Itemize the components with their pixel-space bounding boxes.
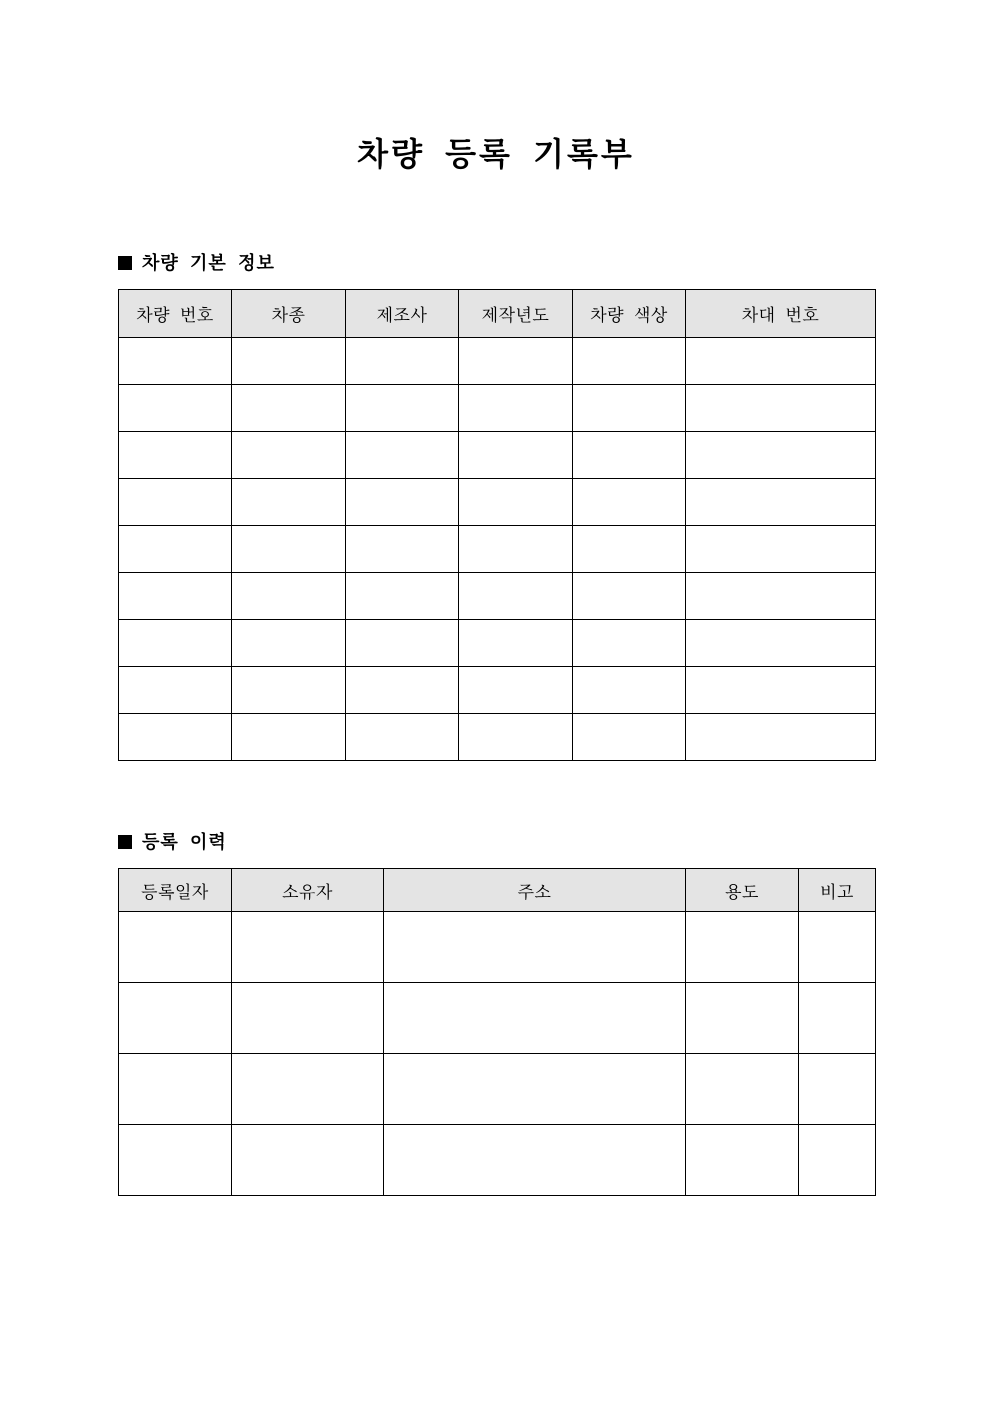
table-cell[interactable] <box>459 667 573 714</box>
table-cell[interactable] <box>232 1125 384 1196</box>
table-cell[interactable] <box>573 620 686 667</box>
table-row <box>119 526 876 573</box>
table-cell[interactable] <box>346 573 459 620</box>
table-cell[interactable] <box>119 338 232 385</box>
table-cell[interactable] <box>119 573 232 620</box>
table-cell[interactable] <box>119 479 232 526</box>
table-cell[interactable] <box>346 667 459 714</box>
table-cell[interactable] <box>686 667 876 714</box>
table-cell[interactable] <box>232 338 346 385</box>
table-cell[interactable] <box>384 912 686 983</box>
table-cell[interactable] <box>573 573 686 620</box>
table-cell[interactable] <box>573 338 686 385</box>
table-cell[interactable] <box>232 1054 384 1125</box>
table-cell[interactable] <box>346 526 459 573</box>
table-cell[interactable] <box>573 479 686 526</box>
table-row <box>119 1125 876 1196</box>
black-square-icon <box>118 835 132 849</box>
table-cell[interactable] <box>799 983 876 1054</box>
table-cell[interactable] <box>573 432 686 479</box>
table-cell[interactable] <box>686 338 876 385</box>
column-header-chassis-number: 차대 번호 <box>686 290 876 338</box>
table-cell[interactable] <box>573 385 686 432</box>
table-cell[interactable] <box>346 338 459 385</box>
table-row <box>119 573 876 620</box>
table-cell[interactable] <box>232 983 384 1054</box>
column-header-owner: 소유자 <box>232 869 384 912</box>
table-header-row <box>119 869 876 912</box>
table-cell[interactable] <box>686 620 876 667</box>
table-cell[interactable] <box>459 338 573 385</box>
table-cell[interactable] <box>686 526 876 573</box>
table-cell[interactable] <box>459 573 573 620</box>
table-cell[interactable] <box>232 714 346 761</box>
column-header-usage: 용도 <box>686 869 799 912</box>
section-heading-label: 등록 이력 <box>142 832 227 853</box>
section-heading-registration-history <box>118 831 227 855</box>
table-cell[interactable] <box>686 432 876 479</box>
section-heading-vehicle-info <box>118 252 275 276</box>
table-cell[interactable] <box>573 714 686 761</box>
column-header-remarks: 비고 <box>799 869 876 912</box>
vehicle-info-table <box>118 289 876 761</box>
table-cell[interactable] <box>232 385 346 432</box>
table-cell[interactable] <box>119 526 232 573</box>
table-cell[interactable] <box>573 667 686 714</box>
table-cell[interactable] <box>119 667 232 714</box>
table-cell[interactable] <box>346 479 459 526</box>
table-cell[interactable] <box>686 479 876 526</box>
table-cell[interactable] <box>384 1125 686 1196</box>
table-cell[interactable] <box>384 983 686 1054</box>
black-square-icon <box>118 256 132 270</box>
registration-history-table <box>118 868 876 1196</box>
table-cell[interactable] <box>459 714 573 761</box>
vehicle-info-table-body <box>119 338 876 761</box>
table-cell[interactable] <box>119 912 232 983</box>
table-cell[interactable] <box>119 1125 232 1196</box>
table-row <box>119 432 876 479</box>
table-cell[interactable] <box>686 1125 799 1196</box>
table-row <box>119 620 876 667</box>
table-cell[interactable] <box>459 620 573 667</box>
column-header-vehicle-type: 차종 <box>232 290 346 338</box>
table-cell[interactable] <box>686 714 876 761</box>
table-cell[interactable] <box>686 385 876 432</box>
table-cell[interactable] <box>232 573 346 620</box>
table-cell[interactable] <box>232 667 346 714</box>
table-cell[interactable] <box>232 912 384 983</box>
table-cell[interactable] <box>346 385 459 432</box>
table-cell[interactable] <box>232 620 346 667</box>
table-cell[interactable] <box>232 432 346 479</box>
column-header-manufacturer: 제조사 <box>346 290 459 338</box>
table-cell[interactable] <box>799 1054 876 1125</box>
table-cell[interactable] <box>384 1054 686 1125</box>
table-cell[interactable] <box>686 1054 799 1125</box>
table-cell[interactable] <box>686 573 876 620</box>
section-heading-label: 차량 기본 정보 <box>142 253 275 274</box>
table-cell[interactable] <box>459 432 573 479</box>
table-cell[interactable] <box>573 526 686 573</box>
table-row <box>119 714 876 761</box>
table-cell[interactable] <box>119 432 232 479</box>
table-cell[interactable] <box>119 385 232 432</box>
table-row <box>119 385 876 432</box>
table-cell[interactable] <box>686 983 799 1054</box>
table-cell[interactable] <box>346 714 459 761</box>
column-header-registration-date: 등록일자 <box>119 869 232 912</box>
registration-history-table-body <box>119 912 876 1196</box>
table-cell[interactable] <box>459 479 573 526</box>
table-cell[interactable] <box>686 912 799 983</box>
table-row <box>119 667 876 714</box>
table-cell[interactable] <box>119 714 232 761</box>
table-cell[interactable] <box>799 1125 876 1196</box>
table-cell[interactable] <box>346 620 459 667</box>
table-row <box>119 479 876 526</box>
table-cell[interactable] <box>119 1054 232 1125</box>
column-header-address: 주소 <box>384 869 686 912</box>
table-row <box>119 912 876 983</box>
column-header-model-year: 제작년도 <box>459 290 573 338</box>
table-cell[interactable] <box>459 526 573 573</box>
column-header-vehicle-color: 차량 색상 <box>573 290 686 338</box>
column-header-vehicle-number: 차량 번호 <box>119 290 232 338</box>
table-cell[interactable] <box>459 385 573 432</box>
page-title: 차량 등록 기록부 <box>357 135 635 173</box>
table-header-row <box>119 290 876 338</box>
table-cell[interactable] <box>119 620 232 667</box>
table-cell[interactable] <box>232 526 346 573</box>
table-row <box>119 338 876 385</box>
table-cell[interactable] <box>232 479 346 526</box>
table-cell[interactable] <box>799 912 876 983</box>
table-cell[interactable] <box>346 432 459 479</box>
table-row <box>119 983 876 1054</box>
table-cell[interactable] <box>119 983 232 1054</box>
table-row <box>119 1054 876 1125</box>
